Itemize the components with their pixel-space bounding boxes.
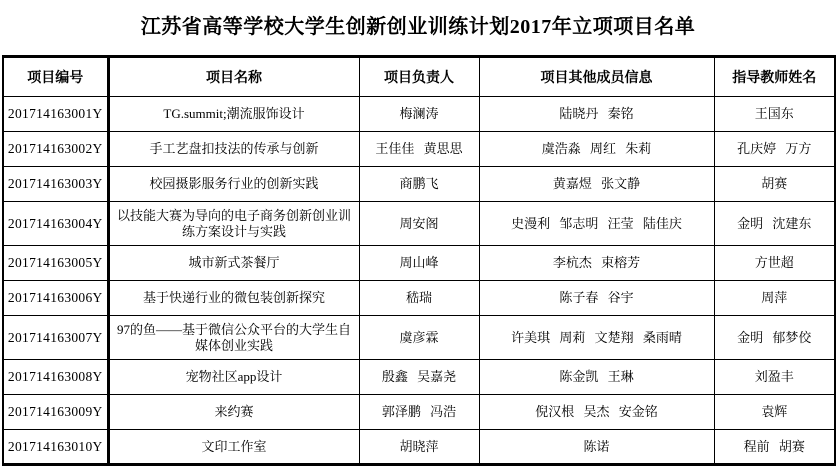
cell-advisor: 方世超 — [714, 246, 835, 281]
cell-advisor: 金明 郁梦佼 — [714, 316, 835, 360]
cell-members: 陈金凯 王琳 — [479, 360, 714, 395]
cell-advisor: 袁辉 — [714, 395, 835, 430]
cell-project-id: 201714163001Y — [3, 97, 108, 132]
cell-project-name: 97的鱼——基于微信公众平台的大学生自媒体创业实践 — [108, 316, 359, 360]
header-project-id: 项目编号 — [3, 57, 108, 97]
table-row — [3, 132, 835, 167]
cell-project-name: 来约赛 — [108, 395, 359, 430]
cell-advisor: 周萍 — [714, 281, 835, 316]
cell-advisor: 程前 胡赛 — [714, 430, 835, 465]
header-leader: 项目负责人 — [359, 57, 479, 97]
cell-advisor: 刘盈丰 — [714, 360, 835, 395]
cell-advisor: 金明 沈建东 — [714, 202, 835, 246]
cell-advisor: 王国东 — [714, 97, 835, 132]
table-row — [3, 246, 835, 281]
cell-leader: 梅澜涛 — [359, 97, 479, 132]
cell-project-id: 201714163007Y — [3, 316, 108, 360]
cell-project-id: 201714163006Y — [3, 281, 108, 316]
cell-leader: 殷鑫 吴嘉尧 — [359, 360, 479, 395]
cell-members: 李杭杰 束榕芳 — [479, 246, 714, 281]
cell-leader: 王佳佳 黄思思 — [359, 132, 479, 167]
cell-leader: 胡晓萍 — [359, 430, 479, 465]
table-row — [3, 360, 835, 395]
cell-project-id: 201714163004Y — [3, 202, 108, 246]
header-row — [3, 57, 835, 97]
table-row — [3, 281, 835, 316]
header-advisor: 指导教师姓名 — [714, 57, 835, 97]
cell-advisor: 孔庆婷 万方 — [714, 132, 835, 167]
cell-project-name: 文印工作室 — [108, 430, 359, 465]
cell-members: 史漫利 邹志明 汪莹 陆佳庆 — [479, 202, 714, 246]
cell-project-name: 基于快递行业的微包装创新探究 — [108, 281, 359, 316]
cell-project-id: 201714163009Y — [3, 395, 108, 430]
cell-members: 陈诺 — [479, 430, 714, 465]
cell-leader: 周山峰 — [359, 246, 479, 281]
cell-project-name: 以技能大赛为导向的电子商务创新创业训练方案设计与实践 — [108, 202, 359, 246]
cell-project-name: 手工艺盘扣技法的传承与创新 — [108, 132, 359, 167]
cell-project-id: 201714163002Y — [3, 132, 108, 167]
table-row — [3, 167, 835, 202]
table-row — [3, 430, 835, 465]
cell-project-name: TG.summit;潮流服饰设计 — [108, 97, 359, 132]
cell-project-id: 201714163005Y — [3, 246, 108, 281]
header-members: 项目其他成员信息 — [479, 57, 714, 97]
cell-leader: 商鹏飞 — [359, 167, 479, 202]
cell-project-name: 宠物社区app设计 — [108, 360, 359, 395]
cell-project-name: 校园摄影服务行业的创新实践 — [108, 167, 359, 202]
cell-leader: 郭泽鹏 冯浩 — [359, 395, 479, 430]
cell-project-id: 201714163008Y — [3, 360, 108, 395]
table-row — [3, 202, 835, 246]
cell-project-id: 201714163003Y — [3, 167, 108, 202]
cell-advisor: 胡赛 — [714, 167, 835, 202]
header-project-name: 项目名称 — [108, 57, 359, 97]
cell-members: 陈子春 谷宇 — [479, 281, 714, 316]
cell-leader: 周安阁 — [359, 202, 479, 246]
page-title: 江苏省高等学校大学生创新创业训练计划2017年立项项目名单 — [140, 16, 696, 38]
cell-members: 倪汉根 吴杰 安金铭 — [479, 395, 714, 430]
projects-table — [2, 55, 836, 466]
cell-members: 黄嘉煜 张文静 — [479, 167, 714, 202]
cell-members: 虞浩淼 周红 朱莉 — [479, 132, 714, 167]
cell-members: 陆晓丹 秦铭 — [479, 97, 714, 132]
table-row — [3, 395, 835, 430]
table-row — [3, 97, 835, 132]
cell-leader: 嵇瑞 — [359, 281, 479, 316]
cell-project-id: 201714163010Y — [3, 430, 108, 465]
cell-leader: 虞彦霖 — [359, 316, 479, 360]
cell-members: 许美琪 周莉 文楚翔 桑雨晴 — [479, 316, 714, 360]
table-row — [3, 316, 835, 360]
cell-project-name: 城市新式茶餐厅 — [108, 246, 359, 281]
